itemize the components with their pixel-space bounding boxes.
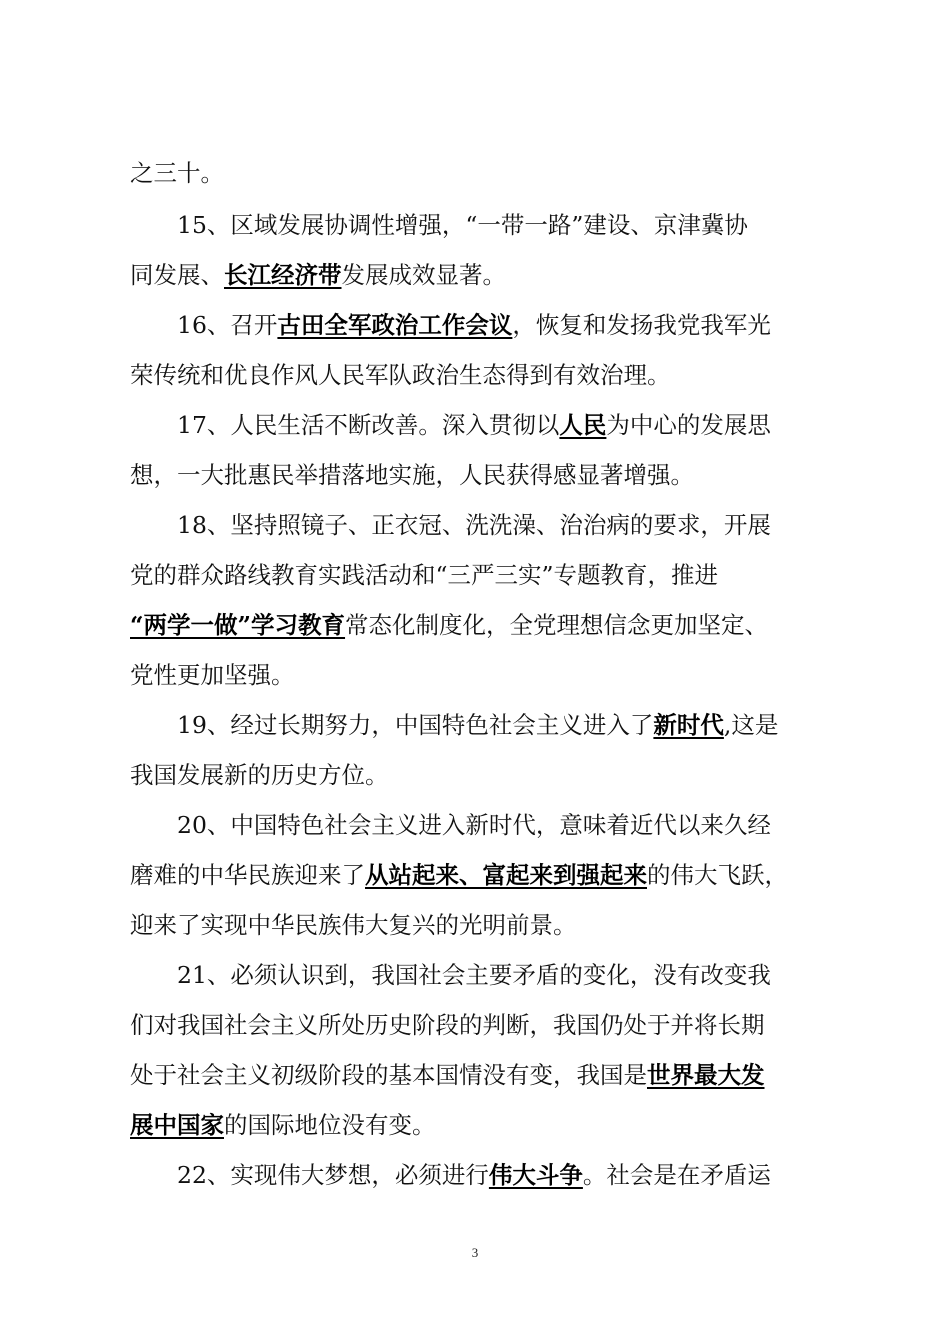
keyword-answer: 古田全军政治工作会议 xyxy=(277,311,513,339)
text-run: 的国际地位没有变。 xyxy=(224,1111,436,1139)
page-number: 3 xyxy=(471,1245,479,1260)
text-line xyxy=(130,153,830,193)
keyword-answer: 世界最大发 xyxy=(647,1061,765,1089)
item-21-line-3 xyxy=(130,1055,830,1095)
item-18-line-4 xyxy=(130,655,830,695)
text-run: 20、中国特色社会主义进入新时代，意味着近代以来久经 xyxy=(177,811,771,839)
text-run: 16、召开 xyxy=(177,311,278,339)
item-17-line-2 xyxy=(130,455,830,495)
text-run: 常态化制度化，全党理想信念更加坚定、 xyxy=(345,611,769,639)
keyword-answer: 伟大斗争 xyxy=(488,1161,583,1189)
keyword-answer: 长江经济带 xyxy=(224,261,342,289)
keyword-answer: 展中国家 xyxy=(130,1111,224,1139)
text-run: 党的群众路线教育实践活动和“三严三实”专题教育，推进 xyxy=(130,561,719,589)
text-run: 们对我国社会主义所处历史阶段的判断，我国仍处于并将长期 xyxy=(130,1011,765,1039)
text-run: 18、坚持照镜子、正衣冠、洗洗澡、治治病的要求，开展 xyxy=(177,511,771,539)
item-20-line-1 xyxy=(130,805,877,845)
item-20-line-3 xyxy=(130,905,830,945)
text-run: 的伟大飞跃， xyxy=(647,861,788,889)
item-18-line-1 xyxy=(130,505,877,545)
keyword-answer: 新时代 xyxy=(653,711,724,739)
item-15-line-2 xyxy=(130,255,830,295)
text-run: 21、必须认识到，我国社会主要矛盾的变化，没有改变我 xyxy=(177,961,771,989)
text-run: 之三十。 xyxy=(130,159,224,187)
text-run: 想，一大批惠民举措落地实施，人民获得感显著增强。 xyxy=(130,461,694,489)
item-21-line-2 xyxy=(130,1005,830,1045)
item-18-line-2 xyxy=(130,555,830,595)
text-run: 处于社会主义初级阶段的基本国情没有变，我国是 xyxy=(130,1061,647,1089)
text-run: 磨难的中华民族迎来了 xyxy=(130,861,365,889)
text-run: ,这是 xyxy=(723,711,779,739)
text-run: ，恢复和发扬我党我军光 xyxy=(512,311,771,339)
item-20-line-2 xyxy=(130,855,830,895)
item-21-line-4 xyxy=(130,1105,830,1145)
item-18-line-3 xyxy=(130,605,830,645)
text-run: 。社会是在矛盾运 xyxy=(582,1161,771,1189)
item-19-line-2 xyxy=(130,755,830,795)
keyword-answer: 人民 xyxy=(559,411,607,439)
item-16-line-1 xyxy=(130,305,877,345)
text-run: 党性更加坚强。 xyxy=(130,661,295,689)
text-run: 我国发展新的历史方位。 xyxy=(130,761,389,789)
item-17-line-1 xyxy=(130,405,877,445)
text-run: 为中心的发展思 xyxy=(606,411,771,439)
item-22-line-1 xyxy=(130,1155,877,1195)
item-21-line-1 xyxy=(130,955,877,995)
text-run: 19、经过长期努力，中国特色社会主义进入了 xyxy=(177,711,654,739)
text-run: 17、人民生活不断改善。深入贯彻以 xyxy=(177,411,560,439)
text-run: 荣传统和优良作风人民军队政治生态得到有效治理。 xyxy=(130,361,671,389)
keyword-answer: “两学一做”学习教育 xyxy=(130,611,346,639)
text-run: 同发展、 xyxy=(130,261,224,289)
item-19-line-1 xyxy=(130,705,877,745)
text-run: 22、实现伟大梦想，必须进行 xyxy=(177,1161,489,1189)
text-run: 迎来了实现中华民族伟大复兴的光明前景。 xyxy=(130,911,577,939)
text-run: 发展成效显著。 xyxy=(341,261,506,289)
item-16-line-2 xyxy=(130,355,830,395)
text-run: 15、区域发展协调性增强，“一带一路”建设、京津冀协 xyxy=(177,211,748,239)
keyword-answer: 从站起来、富起来到强起来 xyxy=(365,861,647,889)
item-15-line-1 xyxy=(130,205,877,245)
